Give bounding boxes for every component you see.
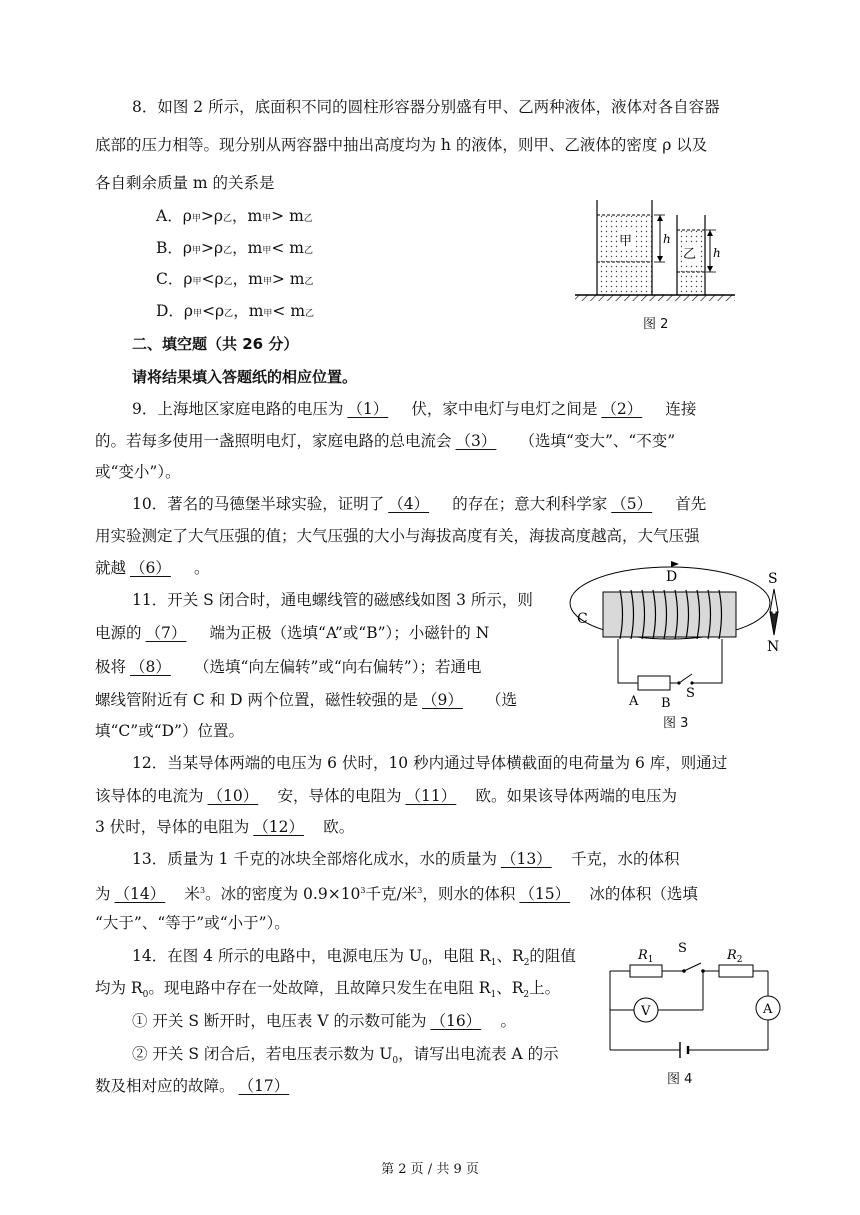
q10-line1: 10．著名的马德堡半球实验，证明了 （4） 的存在；意大利科学家 （5） 首先 (132, 495, 707, 513)
blank-7: （7） (145, 624, 187, 642)
section-title: 二、填空题（共 26 分） (132, 335, 299, 353)
q11-line4: 螺线管附近有 C 和 D 两个位置，磁性较强的是 （9） （选 (95, 691, 518, 709)
blank-16: （16） (430, 1012, 482, 1030)
fig3-label-d: D (666, 569, 678, 585)
fig4-label-r2: $R_2$ (727, 948, 743, 965)
blank-6: （6） (130, 559, 171, 577)
q11-line3: 极将 （8） （选填“向左偏转”或“向右偏转”）；若通电 (95, 658, 482, 676)
q14-line2: 均为 $R_0$。现电路中存在一处故障，且故障只发生在电阻 $R_1$、$R_2$上。 (95, 979, 561, 1001)
blank-9: （9） (422, 691, 463, 709)
q11-line2: 电源的 （7） 端为正极（选填“A”或“B”）；小磁针的 N (95, 624, 490, 642)
q14-line4: ② 开关 S 闭合后，若电压表示数为 $U_0$，请写出电流表 A 的示 (132, 1045, 559, 1067)
blank-8: （8） (130, 658, 171, 676)
q8-stem-line2: 底部的压力相等。现分别从两容器中抽出高度均为 h 的液体，则甲、乙液体的密度 ρ 以及 (95, 136, 708, 154)
q11-line1: 11．开关 S 闭合时，通电螺线管的磁感线如图 3 所示，则 (132, 591, 533, 609)
fig4-label-s: S (678, 941, 687, 956)
page-footer: 第 2 页 / 共 9 页 (381, 1162, 479, 1177)
blank-13: （13） (500, 850, 552, 868)
fig2-label-h2: h (713, 246, 721, 260)
q13-line2: 为 （14） 米$^3$。冰的密度为 $0.9\times 10^3$千克/米$^3$，则水的体积 （15） 冰的体积（选填 (95, 885, 698, 904)
q14-line3: ① 开关 S 断开时，电压表 V 的示数可能为 （16） 。 (132, 1012, 516, 1030)
q8-stem-line1: 8．如图 2 所示，底面积不同的圆柱形容器分别盛有甲、乙两种液体，液体对各自容器 (132, 98, 720, 116)
q9-line2: 的。若每多使用一盏照明电灯，家庭电路的总电流会 （3） （选填“变大”、“不变” (95, 432, 676, 450)
q10-line3: 就越 （6） 。 (95, 559, 210, 577)
figure-2-containers (570, 185, 740, 310)
q12-line3: 3 伏时，导体的电阻为 （12） 欧。 (95, 818, 355, 836)
fig4-label-v: V (641, 1004, 651, 1019)
q9-line1: 9．上海地区家庭电路的电压为 （1） 伏，家中电灯与电灯之间是 （2） 连接 (132, 400, 697, 418)
blank-11: （11） (405, 787, 457, 805)
figure-4-caption: 图 4 (667, 1072, 693, 1087)
blank-14: （14） (114, 885, 166, 904)
blank-15: （15） (519, 885, 571, 904)
fig3-label-s: S (768, 571, 778, 587)
q8-option-a: A．ρ甲>ρ乙，m甲> m乙 (156, 207, 313, 225)
q9-line3: 或“变小”）。 (95, 463, 181, 481)
q13-line1: 13．质量为 1 千克的冰块全部熔化成水，水的质量为 （13） 千克，水的体积 (132, 850, 680, 868)
q8-option-c: C．ρ甲<ρ乙，m甲> m乙 (156, 270, 314, 288)
q14-line1: 14．在图 4 所示的电路中，电源电压为 $U_0$，电阻 $R_1$、$R_2$的阻值 (132, 947, 576, 969)
blank-1: （1） (347, 400, 389, 418)
figure-3-caption: 图 3 (663, 716, 689, 731)
q8-stem-line3: 各自剩余质量 m 的关系是 (95, 174, 275, 192)
q8-option-b: B．ρ甲>ρ乙，m甲< m乙 (156, 239, 314, 257)
blank-4: （4） (388, 495, 430, 513)
blank-12: （12） (253, 818, 305, 836)
fig4-label-r1: $R_1$ (638, 948, 654, 965)
q8-option-d: D．ρ甲<ρ乙，m甲< m乙 (156, 302, 315, 320)
q13-line3: “大于”、“等于”或“小于”）。 (95, 914, 290, 932)
blank-5: （5） (611, 495, 653, 513)
fig2-label-jia: 甲 (619, 234, 633, 249)
figure-3-solenoid (565, 555, 790, 715)
fig3-label-n: N (767, 639, 780, 655)
blank-2: （2） (601, 400, 643, 418)
fig2-label-yi: 乙 (683, 247, 697, 262)
q10-line2: 用实验测定了大气压强的值；大气压强的大小与海拔高度有关，海拔高度越高，大气压强 (95, 527, 700, 545)
q14-line5: 数及相对应的故障。 （17） (95, 1075, 313, 1097)
fig3-label-b: B (661, 696, 671, 711)
fig3-label-c: C (577, 611, 588, 627)
blank-17: （17） (238, 1077, 290, 1095)
q12-line1: 12．当某导体两端的电压为 6 伏时，10 秒内通过导体横截面的电荷量为 6 库，则通过 (132, 754, 728, 772)
figure-4-circuit (600, 938, 790, 1068)
fig4-label-a: A (763, 1002, 773, 1017)
fig3-label-a: A (629, 694, 639, 709)
blank-10: （10） (207, 787, 259, 805)
section-instruction: 请将结果填入答题纸的相应位置。 (132, 368, 358, 386)
figure-2-caption: 图 2 (643, 317, 669, 332)
blank-3: （3） (455, 432, 497, 450)
q11-line5: 填“C”或“D”）位置。 (95, 722, 244, 740)
fig2-label-h1: h (663, 232, 671, 246)
fig3-label-switch: S (686, 686, 695, 701)
q12-line2: 该导体的电流为 （10） 安，导体的电阻为 （11） 欧。如果该导体两端的电压为 (95, 787, 678, 805)
